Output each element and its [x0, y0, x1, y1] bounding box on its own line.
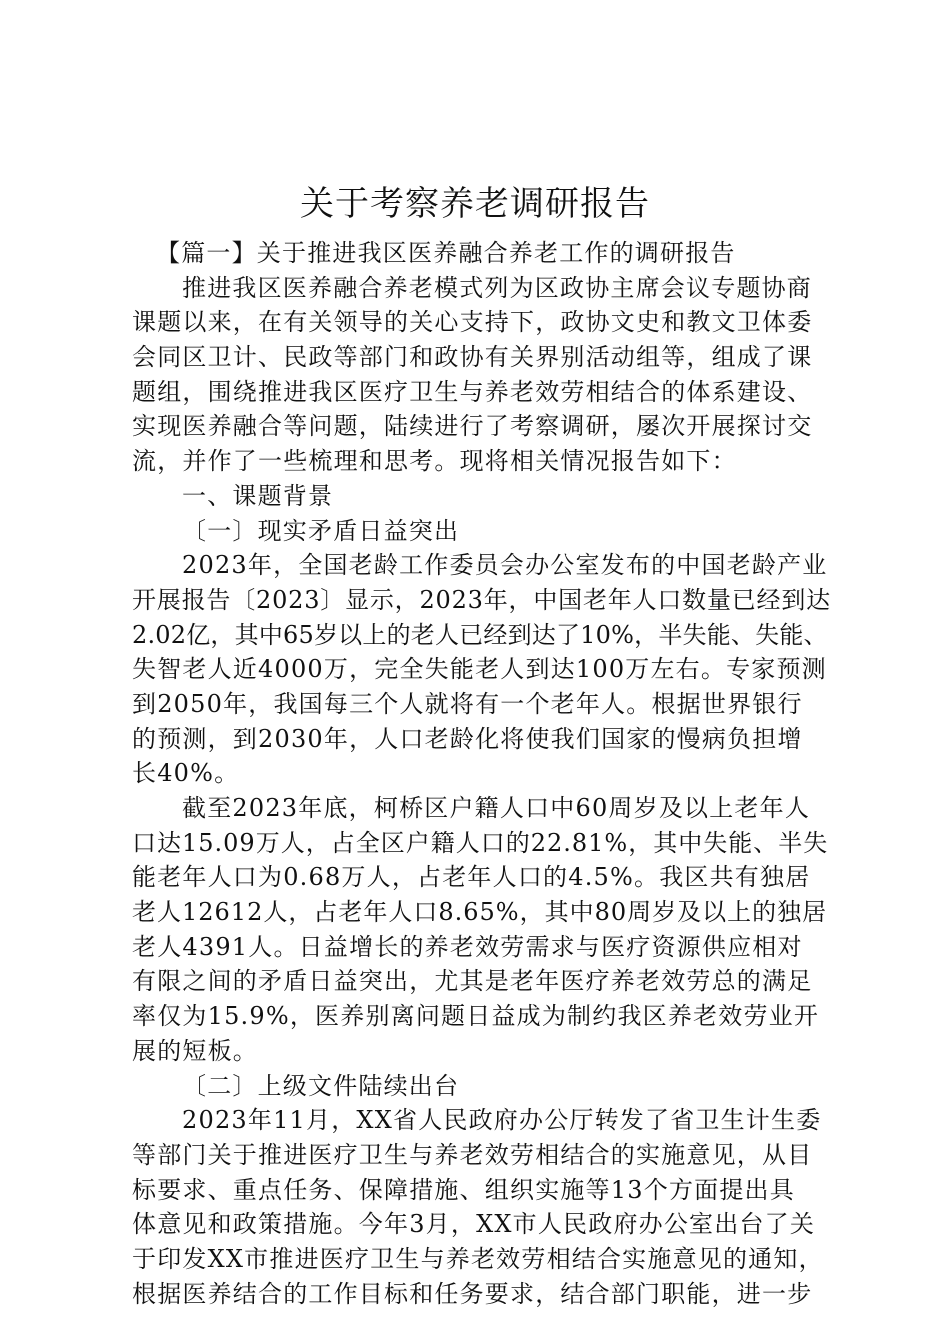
text-line: 推进我区医养融合养老模式列为区政协主席会议专题协商 [182, 273, 812, 302]
text-line: 展的短板。 [132, 1036, 258, 1065]
text-line: 课题以来，在有关领导的关心支持下，政协文史和教文卫体委 [132, 308, 813, 337]
text-line: 题组，围绕推进我区医疗卫生与养老效劳相结合的体系建设、 [132, 377, 813, 406]
text-line: 一、课题背景 [182, 481, 334, 510]
text-line: 流，并作了一些梳理和思考。现将相关情况报告如下： [132, 447, 737, 476]
text-line: 能老年人口为0.68万人，占老年人口的4.5%。我区共有独居 [132, 863, 811, 892]
text-line: 体意见和政策措施。今年3月，XX市人民政府办公室出台了关 [132, 1210, 816, 1239]
text-line: 根据医养结合的工作目标和任务要求，结合部门职能，进一步 [132, 1279, 813, 1308]
text-line: 〔一〕现实矛盾日益突出 [182, 516, 460, 545]
text-line: 等部门关于推进医疗卫生与养老效劳相结合的实施意见，从目 [132, 1140, 813, 1169]
text-line: 会同区卫计、民政等部门和政协有关界别活动组等，组成了课 [132, 343, 813, 372]
text-line: 老人4391人。日益增长的养老效劳需求与医疗资源供应相对 [132, 932, 803, 961]
text-line: 标要求、重点任务、保障措施、组织实施等13个方面提出具 [132, 1175, 795, 1204]
text-line: 2023年，全国老龄工作委员会办公室发布的中国老龄产业 [182, 551, 828, 580]
text-line: 实现医养融合等问题，陆续进行了考察调研，屡次开展探讨交 [132, 412, 813, 441]
text-line: 2.02亿，其中65岁以上的老人已经到达了10%，半失能、失能、 [132, 620, 828, 649]
text-line: 失智老人近4000万，完全失能老人到达100万左右。专家预测 [132, 655, 827, 684]
text-line: 的预测，到2030年，人口老龄化将使我们国家的慢病负担增 [132, 724, 803, 753]
document-title: 关于考察养老调研报告 [300, 184, 650, 224]
text-line: 率仅为15.9%，医养别离问题日益成为制约我区养老效劳业开 [132, 1002, 820, 1031]
text-line: 2023年11月，XX省人民政府办公厅转发了省卫生计生委 [182, 1106, 822, 1135]
document-body [132, 236, 831, 1311]
text-line: 长40%。 [132, 759, 240, 788]
text-line: 于印发XX市推进医疗卫生与养老效劳相结合实施意见的通知， [132, 1244, 824, 1273]
text-line: 到2050年，我国每三个人就将有一个老年人。根据世界银行 [132, 689, 803, 718]
text-line: 截至2023年底，柯桥区户籍人口中60周岁及以上老年人 [182, 794, 811, 822]
text-line: 老人12612人，占老年人口8.65%，其中80周岁及以上的独居 [132, 898, 828, 927]
text-line: 开展报告〔2023〕显示，2023年，中国老年人口数量已经到达 [132, 585, 831, 614]
text-line: 口达15.09万人，占全区户籍人口的22.81%，其中失能、半失 [132, 828, 829, 857]
text-line: 【篇一】关于推进我区医养融合养老工作的调研报告 [156, 239, 736, 267]
text-line: 〔二〕上级文件陆续出台 [182, 1071, 460, 1100]
text-line: 有限之间的矛盾日益突出，尤其是老年医疗养老效劳总的满足 [132, 967, 813, 996]
